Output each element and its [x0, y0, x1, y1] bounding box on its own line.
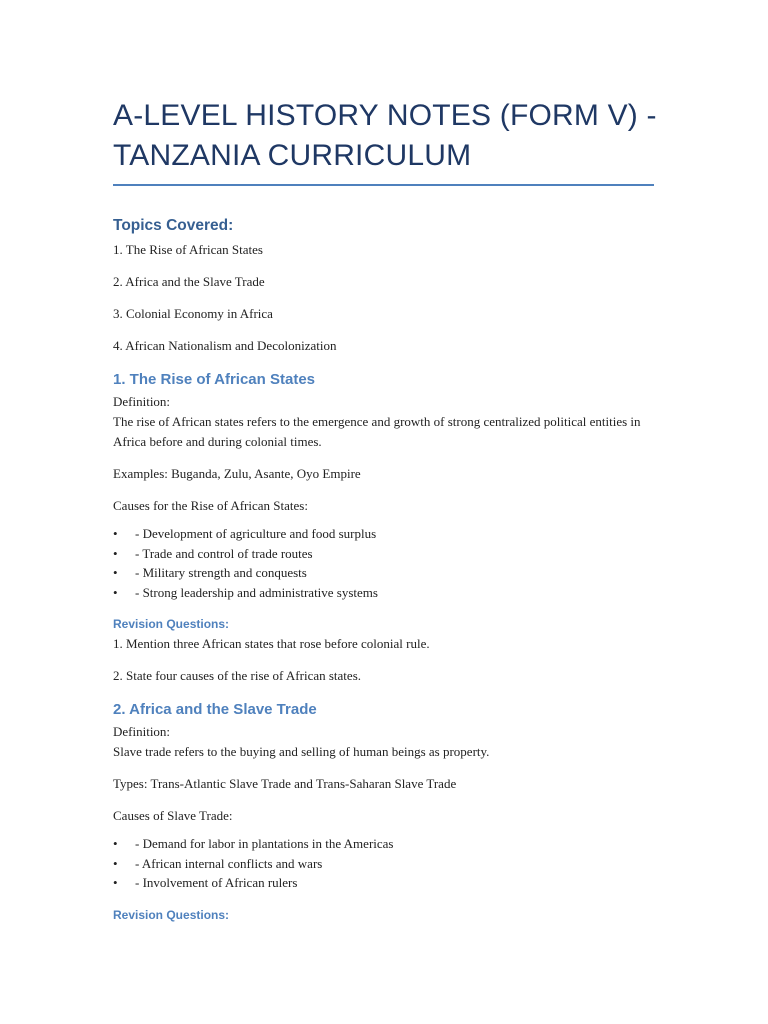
list-item: • - African internal conflicts and wars: [113, 854, 673, 874]
list-item: • - Demand for labor in plantations in the Americas: [113, 834, 673, 854]
list-item: • - Involvement of African rulers: [113, 873, 673, 893]
title-underline: [113, 184, 654, 186]
topic-item-4: 4. African Nationalism and Decolonization: [113, 338, 337, 353]
section1-definition-text: The rise of African states refers to the emergence and growth of strong centralized political entities in Africa before and during colonial times.: [113, 414, 641, 449]
section1-examples: Examples: Buganda, Zulu, Asante, Oyo Empire: [113, 466, 361, 481]
section1-question-2: 2. State four causes of the rise of African states.: [113, 668, 362, 683]
section1-revision-heading: Revision Questions:: [113, 617, 230, 631]
section2-causes-list: [113, 834, 673, 893]
section1-question-1: 1. Mention three African states that rose before colonial rule.: [113, 636, 430, 651]
bullet-icon: •: [113, 565, 118, 580]
section2-revision-heading: Revision Questions:: [113, 907, 230, 922]
section2-definition-label: Definition:: [113, 724, 171, 739]
section1-causes-list: [113, 524, 673, 602]
section1-heading: 1. The Rise of African States: [113, 371, 316, 388]
document-body: [113, 96, 673, 923]
topic-item-3: 3. Colonial Economy in Africa: [113, 306, 273, 321]
section2-types: Types: Trans-Atlantic Slave Trade and Trans-Saharan Slave Trade: [113, 776, 457, 791]
list-item: • - Trade and control of trade routes: [113, 544, 673, 564]
bullet-icon: •: [113, 836, 118, 851]
list-item: • - Development of agriculture and food surplus: [113, 524, 673, 544]
section2-definition-text: Slave trade refers to the buying and selling of human beings as property.: [113, 744, 490, 759]
section2-causes-label: Causes of Slave Trade:: [113, 808, 233, 823]
bullet-icon: •: [113, 545, 118, 561]
section2-heading: 2. Africa and the Slave Trade: [113, 701, 317, 718]
bullet-icon: •: [113, 855, 118, 871]
title-line-2: TANZANIA CURRICULUM: [113, 139, 472, 172]
list-item: • - Strong leadership and administrative systems: [113, 583, 673, 603]
document-title: [113, 96, 673, 176]
bullet-icon: •: [113, 584, 118, 600]
bullet-icon: •: [113, 526, 118, 541]
bullet-icon: •: [113, 875, 118, 890]
list-item: • - Military strength and conquests: [113, 563, 673, 583]
section1-causes-label: Causes for the Rise of African States:: [113, 498, 308, 513]
section1-definition-label: Definition:: [113, 394, 171, 409]
topic-item-2: 2. Africa and the Slave Trade: [113, 274, 265, 289]
topic-item-1: 1. The Rise of African States: [113, 242, 263, 257]
topics-heading: Topics Covered:: [113, 217, 234, 234]
title-line-1: A-LEVEL HISTORY NOTES (FORM V) -: [113, 99, 657, 132]
